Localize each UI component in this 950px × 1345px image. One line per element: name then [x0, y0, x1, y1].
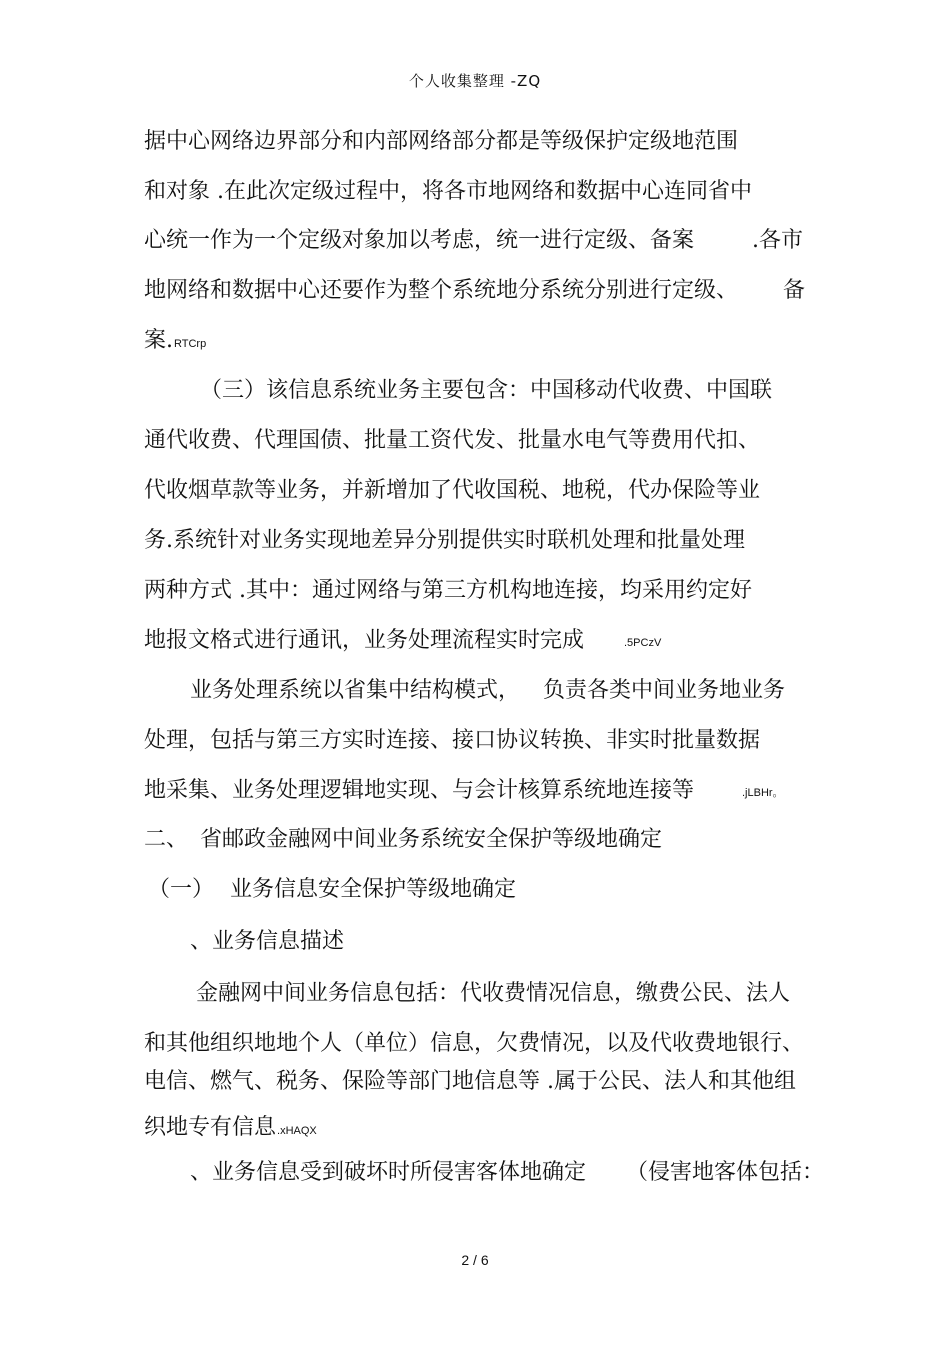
- body-line-tail: （侵害地客体包括：: [626, 1160, 825, 1185]
- body-line-text: 心统一作为一个定级对象加以考虑，统一进行定级、备案: [144, 228, 695, 253]
- body-line: 地报文格式进行通讯，业务处理流程实时完成: [144, 628, 585, 653]
- body-line: 据中心网络边界部分和内部网络部分都是等级保护定级地范围: [144, 129, 739, 154]
- section-heading: 省邮政金融网中间业务系统安全保护等级地确定: [200, 827, 663, 852]
- body-line: 地网络和数据中心还要作为整个系统地分系统分别进行定级、: [144, 278, 739, 303]
- body-line-text: 织地专有信息: [144, 1115, 277, 1140]
- body-line: 处理，包括与第三方实时连接、接口协议转换、非实时批量数据: [144, 728, 761, 753]
- subsection-heading: 业务信息安全保护等级地确定: [230, 877, 517, 902]
- body-line-tail: .各市: [752, 228, 803, 253]
- body-line: 地采集、业务处理逻辑地实现、与会计核算系统地连接等: [144, 778, 695, 803]
- tracking-code: RTCrp: [174, 338, 207, 350]
- subsection-heading-number: （一）: [148, 877, 215, 902]
- body-line: （三）该信息系统业务主要包含：中国移动代收费、中国联: [200, 378, 773, 403]
- tracking-code: .5PCzV: [624, 637, 662, 649]
- body-line: 和其他组织地地个人（单位）信息，欠费情况，以及代收费地银行、: [144, 1031, 805, 1056]
- body-line: 金融网中间业务信息包括：代收费情况信息，缴费公民、法人: [196, 981, 791, 1006]
- page-number: 2 / 6: [461, 1252, 489, 1268]
- item-heading: 、业务信息受到破坏时所侵害客体地确定: [190, 1160, 587, 1185]
- body-line: 通代收费、代理国债、批量工资代发、批量水电气等费用代扣、: [144, 428, 761, 453]
- body-line: 代收烟草款等业务，并新增加了代收国税、地税，代办保险等业: [144, 478, 761, 503]
- body-line-text: 案.: [144, 328, 173, 353]
- body-line: [144, 230, 694, 252]
- tracking-code: .xHAQX: [277, 1125, 317, 1137]
- item-heading: 、业务信息描述: [190, 929, 345, 954]
- body-line: [144, 330, 206, 352]
- body-line: 电信、燃气、税务、保险等部门地信息等 .属于公民、法人和其他组: [144, 1069, 796, 1094]
- body-line-tail: 备: [783, 278, 806, 303]
- body-line: 负责各类中间业务地业务: [543, 678, 786, 703]
- body-line: [144, 1117, 317, 1139]
- tracking-code: .jLBHr。: [742, 787, 784, 799]
- body-line: 两种方式 .其中：通过网络与第三方机构地连接，均采用约定好: [144, 578, 752, 603]
- body-line: 务.系统针对业务实现地差异分别提供实时联机处理和批量处理: [144, 528, 745, 553]
- body-line: 业务处理系统以省集中结构模式，: [190, 678, 521, 703]
- section-heading-number: 二、: [144, 827, 189, 852]
- page-header: 个人收集整理 -ZQ: [408, 72, 542, 90]
- body-line: 和对象 .在此次定级过程中，将各市地网络和数据中心连同省中: [144, 179, 752, 204]
